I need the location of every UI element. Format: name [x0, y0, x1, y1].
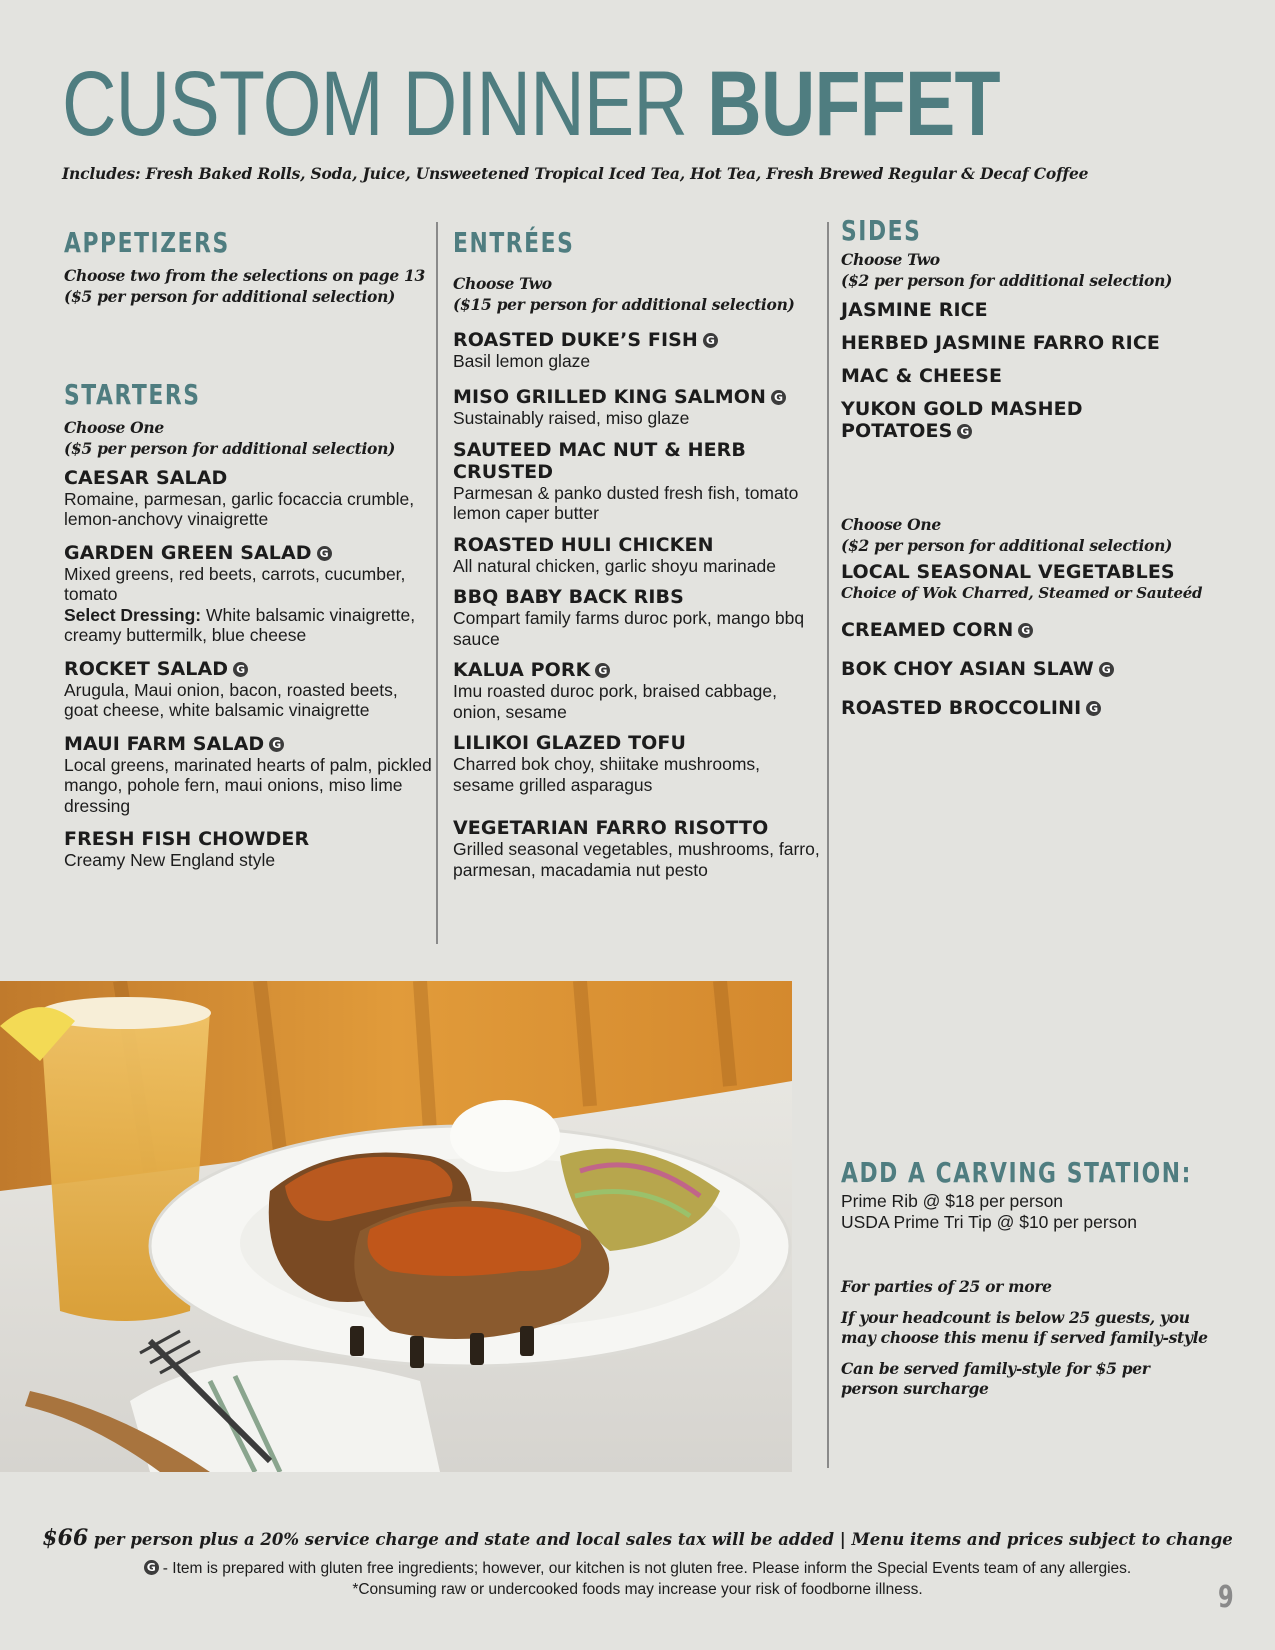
item-desc: Creamy New England style: [64, 850, 276, 871]
gluten-free-icon: G: [269, 737, 284, 752]
gluten-free-icon: G: [144, 1560, 159, 1575]
item-desc: Parmesan & panko dusted fresh fish, tomato lemon caper butter: [453, 482, 799, 524]
starters-note-2: ($5 per person for additional selection): [64, 438, 396, 458]
gluten-free-note-text: - Item is prepared with gluten free ingredients; however, our kitchen is not gluten free. Please inform the Special Events team of any allergies.: [162, 1560, 1132, 1577]
item-desc: Arugula, Maui onion, bacon, roasted beets, goat cheese, white balsamic vinaigrette: [64, 679, 398, 721]
item-name: ROASTED HULI CHICKEN: [453, 533, 714, 556]
gluten-free-icon: G: [595, 663, 610, 678]
fine-print-3: Can be served family-style for $5 per person surcharge: [841, 1358, 1150, 1398]
gluten-free-icon: G: [233, 662, 248, 677]
entrees-note: [453, 273, 823, 315]
item-name: MAUI FARM SALAD: [64, 732, 265, 755]
item-name: FRESH FISH CHOWDER: [64, 828, 310, 851]
gluten-free-icon: G: [957, 424, 972, 439]
item-name-row: [453, 329, 823, 351]
side-broccolini-row: [841, 697, 1241, 719]
item-name-row: [64, 658, 434, 680]
item-name-row: [453, 386, 823, 408]
gluten-free-icon: G: [317, 546, 332, 561]
gluten-free-icon: G: [1086, 701, 1101, 716]
side-mac-cheese: MAC & CHEESE: [841, 364, 1003, 387]
item-desc: Romaine, parmesan, garlic focaccia crumble, lemon-anchovy vinaigrette: [64, 488, 415, 530]
menu-item-fresh-fish-chowder: [64, 828, 434, 871]
starters-note-1: Choose One: [64, 417, 164, 437]
sides-note-second: [841, 514, 1241, 556]
sides-note-3: Choose One: [841, 514, 941, 534]
side-roasted-broccolini: ROASTED BROCCOLINI: [841, 696, 1082, 719]
menu-item-lilikoi-glazed-tofu: [453, 732, 823, 795]
sides-heading: SIDES: [841, 214, 922, 247]
item-desc: Local greens, marinated hearts of palm, pickled mango, pohole fern, maui onions, miso lime dressing: [64, 754, 432, 816]
price-line: [0, 1525, 1275, 1551]
item-name: VEGETARIAN FARRO RISOTTO: [453, 817, 769, 840]
menu-item-rocket-salad: [64, 658, 434, 721]
side-creamed-corn: CREAMED CORN: [841, 618, 1014, 641]
carving-tri-tip: USDA Prime Tri Tip @ $10 per person: [841, 1211, 1137, 1232]
page-title: [62, 53, 1000, 155]
menu-item-roasted-huli-chicken: [453, 534, 823, 577]
food-photo: [0, 981, 792, 1472]
item-name: MISO GRILLED KING SALMON: [453, 386, 767, 409]
item-name: CAESAR SALAD: [64, 466, 228, 489]
sides-note-1: Choose Two: [841, 249, 940, 269]
entrees-note-1: Choose Two: [453, 273, 552, 293]
carving-heading: ADD A CARVING STATION:: [841, 1156, 1192, 1189]
entrees-note-2: ($15 per person for additional selection): [453, 294, 795, 314]
sides-note: [841, 249, 1241, 291]
appetizers-note-1: Choose two from the selections on page 13: [64, 265, 425, 285]
carving-prime-rib: Prime Rib @ $18 per person: [841, 1190, 1064, 1211]
item-name: ROASTED DUKE’S FISH: [453, 328, 698, 351]
side-veg-options: Choice of Wok Charred, Steamed or Sauteéd: [841, 583, 1203, 602]
starters-section: [64, 380, 434, 871]
entrees-heading: ENTRÉES: [453, 226, 575, 259]
item-desc: Charred bok choy, shiitake mushrooms, sesame grilled asparagus: [453, 754, 761, 795]
price-text: per person plus a 20% service charge and state and local sales tax will be added | Menu items and prices subject to change: [88, 1530, 1233, 1549]
sides-note-4: ($2 per person for additional selection): [841, 535, 1173, 555]
gluten-free-icon: G: [1099, 662, 1114, 677]
side-bok-choy-row: [841, 658, 1241, 680]
gluten-free-icon: G: [703, 333, 718, 348]
item-desc: Mixed greens, red beets, carrots, cucumber, tomato: [64, 563, 406, 605]
item-name: SAUTEED MAC NUT & HERB CRUSTED: [453, 438, 746, 483]
item-name-row: [64, 733, 434, 755]
fine-print: [841, 1277, 1211, 1410]
dressing-label: Select Dressing:: [64, 604, 202, 625]
item-name: LILIKOI GLAZED TOFU: [453, 732, 687, 755]
menu-item-miso-grilled-king-salmon: [453, 386, 823, 429]
carving-station-section: [841, 1158, 1241, 1233]
menu-item-sauteed-mac-nut-herb-crusted: [453, 439, 823, 524]
menu-item-vegetarian-farro-risotto: [453, 817, 823, 880]
sides-note-2: ($2 per person for additional selection): [841, 270, 1173, 290]
item-name: GARDEN GREEN SALAD: [64, 541, 312, 564]
price: $66: [42, 1525, 89, 1551]
menu-item-caesar-salad: [64, 467, 434, 530]
side-yukon-gold-row: [841, 398, 1101, 442]
appetizers-section: [64, 228, 434, 307]
item-desc: All natural chicken, garlic shoyu marinade: [453, 555, 776, 576]
appetizers-heading: APPETIZERS: [64, 226, 230, 259]
footnotes: [0, 1558, 1275, 1600]
menu-item-garden-green-salad: [64, 542, 434, 646]
item-name: KALUA PORK: [453, 659, 591, 682]
item-desc: Sustainably raised, miso glaze: [453, 408, 690, 429]
fine-print-2: If your headcount is below 25 guests, you may choose this menu if served family-style: [841, 1307, 1208, 1347]
gluten-free-icon: G: [1018, 623, 1033, 638]
item-name-row: [453, 659, 823, 681]
dressing-options: [64, 605, 434, 646]
column-divider-1: [436, 222, 438, 944]
item-desc: Compart family farms duroc pork, mango bbq sauce: [453, 608, 805, 649]
entrees-section: [453, 228, 823, 880]
gluten-free-note: [0, 1558, 1275, 1579]
column-divider-2: [827, 222, 829, 1468]
starters-note: [64, 417, 434, 459]
menu-item-kalua-pork: [453, 659, 823, 722]
side-yukon-gold-mashed-potatoes: YUKON GOLD MASHED POTATOES: [841, 397, 1083, 442]
menu-item-bbq-baby-back-ribs: [453, 586, 823, 649]
menu-item-roasted-dukes-fish: [453, 329, 823, 372]
title-light: CUSTOM DINNER: [62, 53, 688, 155]
sides-section: [841, 216, 1241, 719]
food-photo-illustration: [0, 981, 792, 1472]
side-local-seasonal-vegetables: LOCAL SEASONAL VEGETABLES: [841, 560, 1175, 583]
title-bold: BUFFET: [707, 53, 1000, 155]
menu-item-maui-farm-salad: [64, 733, 434, 817]
raw-food-note: *Consuming raw or undercooked foods may increase your risk of foodborne illness.: [352, 1581, 923, 1598]
item-desc: Imu roasted duroc pork, braised cabbage, onion, sesame: [453, 681, 777, 722]
dressing-text: White balsamic vinaigrette, creamy buttermilk, blue cheese: [64, 604, 416, 646]
item-desc: Grilled seasonal vegetables, mushrooms, farro, parmesan, macadamia nut pesto: [453, 839, 820, 880]
gluten-free-icon: G: [771, 390, 786, 405]
page-number: 9: [1218, 1580, 1234, 1615]
side-herbed-jasmine-farro-rice: HERBED JASMINE FARRO RICE: [841, 331, 1160, 354]
side-jasmine-rice: JASMINE RICE: [841, 298, 988, 321]
item-desc: Basil lemon glaze: [453, 350, 591, 371]
side-creamed-corn-row: [841, 619, 1241, 641]
starters-heading: STARTERS: [64, 378, 201, 411]
item-name: ROCKET SALAD: [64, 657, 229, 680]
appetizers-note: [64, 265, 434, 307]
item-name-row: [64, 542, 434, 564]
fine-print-1: For parties of 25 or more: [841, 1277, 1052, 1296]
item-name: BBQ BABY BACK RIBS: [453, 586, 684, 609]
includes-line: Includes: Fresh Baked Rolls, Soda, Juice, Unsweetened Tropical Iced Tea, Hot Tea, Fresh Brewed Regular & Decaf Coffee: [62, 164, 1089, 183]
side-bok-choy-asian-slaw: BOK CHOY ASIAN SLAW: [841, 657, 1094, 680]
appetizers-note-2: ($5 per person for additional selection): [64, 286, 396, 306]
